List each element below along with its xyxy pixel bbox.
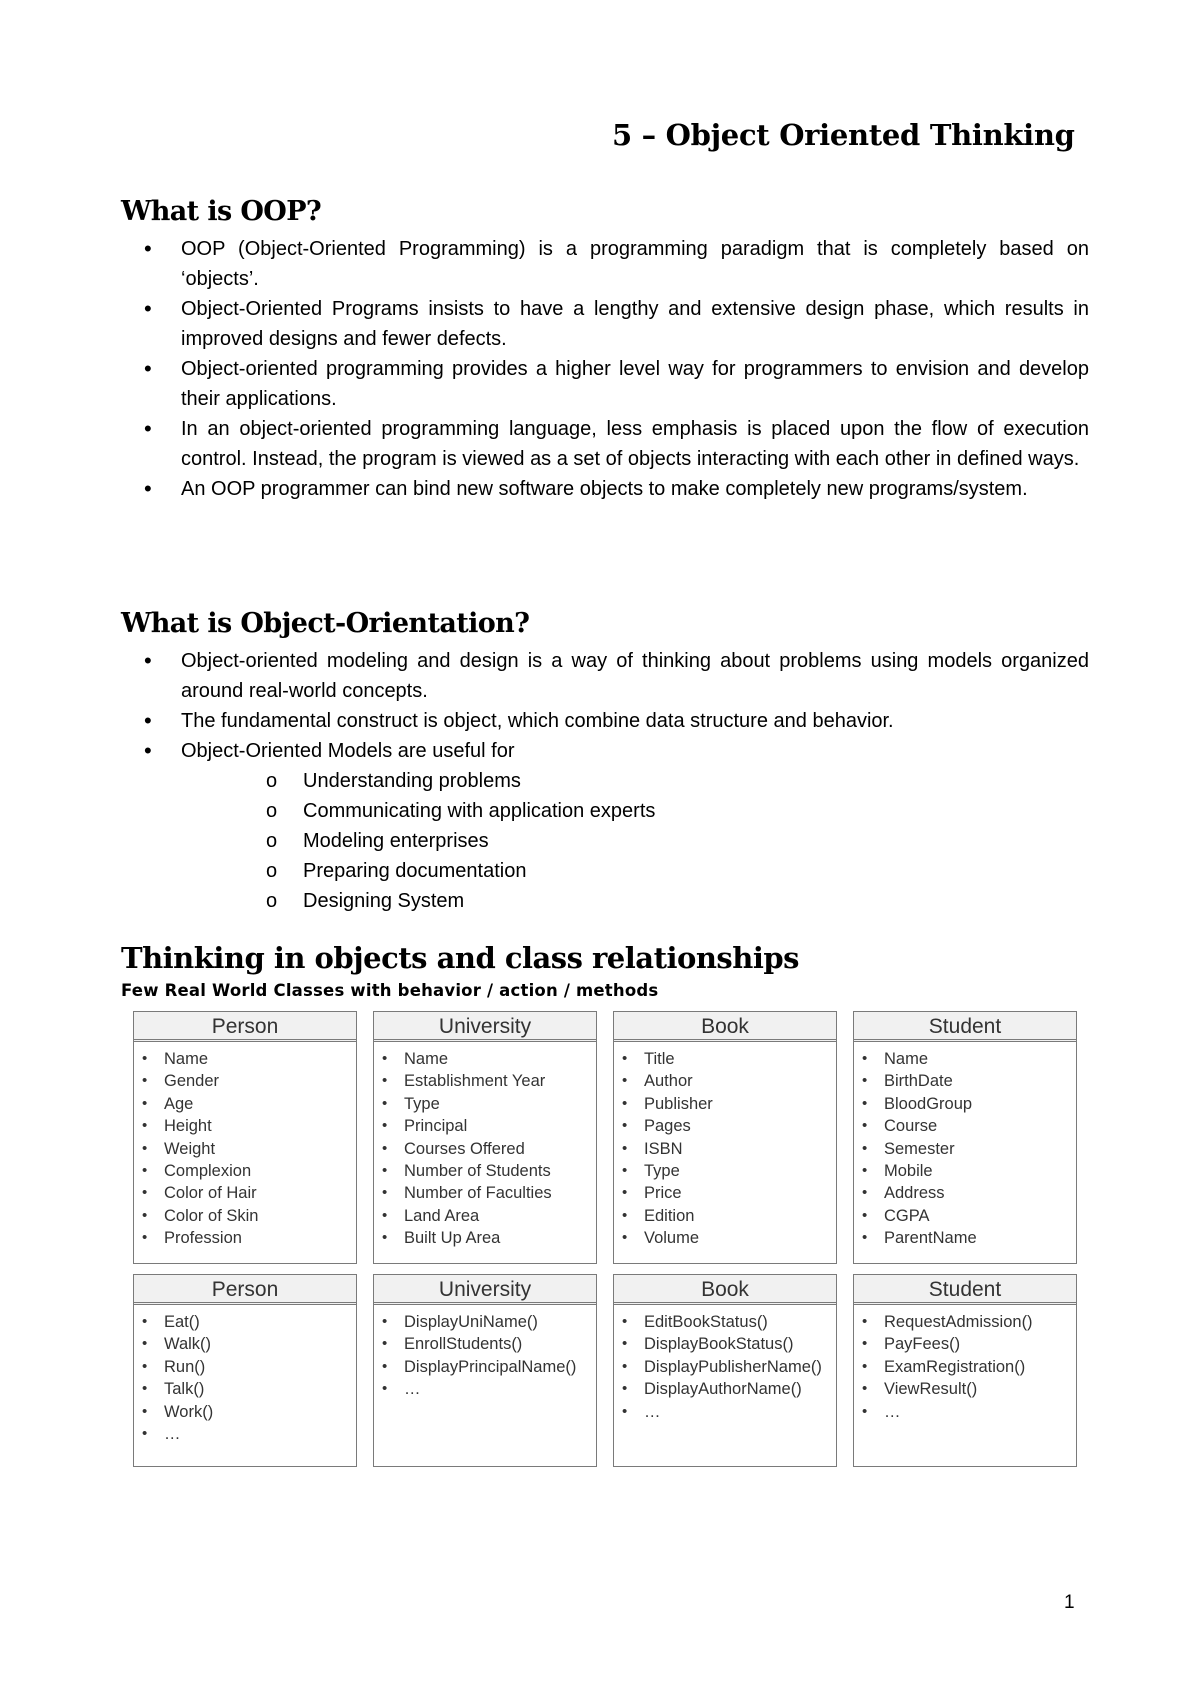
list-item: • DisplayBookStatus()	[614, 1333, 836, 1355]
list-item: • Author	[614, 1070, 836, 1092]
list-item: • BirthDate	[854, 1070, 1076, 1092]
list-item: • Land Area	[374, 1205, 596, 1227]
list-item: • The fundamental construct is object, which combine data structure and behavior.	[0, 706, 1089, 736]
list-item: • DisplayUniName()	[374, 1311, 596, 1333]
list-item: • EditBookStatus()	[614, 1311, 836, 1333]
list-item: • Establishment Year	[374, 1070, 596, 1092]
list-item: • CGPA	[854, 1205, 1076, 1227]
sub-list-item: o Modeling enterprises	[0, 826, 655, 856]
sub-list-item: o Preparing documentation	[0, 856, 655, 886]
list-item: • Course	[854, 1115, 1076, 1137]
attribute-list	[614, 1042, 836, 1250]
class-box-university-methods	[373, 1274, 597, 1467]
list-item: • Profession	[134, 1227, 356, 1249]
class-header: Person	[134, 1012, 356, 1042]
list-item: • Name	[134, 1048, 356, 1070]
list-item: • Weight	[134, 1138, 356, 1160]
list-item: • Type	[374, 1093, 596, 1115]
list-item: • Age	[134, 1093, 356, 1115]
list-item: • Name	[854, 1048, 1076, 1070]
list-item: • Number of Faculties	[374, 1182, 596, 1204]
list-item: • Volume	[614, 1227, 836, 1249]
list-item: • An OOP programmer can bind new software objects to make completely new programs/system.	[0, 474, 1089, 504]
class-header: University	[374, 1012, 596, 1042]
method-list	[134, 1305, 356, 1445]
list-item: • EnrollStudents()	[374, 1333, 596, 1355]
class-header: Book	[614, 1275, 836, 1305]
list-item: • DisplayPrincipalName()	[374, 1356, 596, 1378]
list-item: • Eat()	[134, 1311, 356, 1333]
method-list	[374, 1305, 596, 1401]
list-item: • Gender	[134, 1070, 356, 1092]
list-item: • Pages	[614, 1115, 836, 1137]
attribute-list	[134, 1042, 356, 1250]
page-title: 5 – Object Oriented Thinking	[612, 118, 1075, 152]
heading-what-is-oop: What is OOP?	[121, 196, 322, 227]
list-item: • Semester	[854, 1138, 1076, 1160]
class-box-student-methods	[853, 1274, 1077, 1467]
list-item: • …	[854, 1401, 1076, 1423]
class-box-person-attributes	[133, 1011, 357, 1264]
list-item: • Walk()	[134, 1333, 356, 1355]
class-header: Student	[854, 1012, 1076, 1042]
list-item: • Color of Skin	[134, 1205, 356, 1227]
list-item: • …	[374, 1378, 596, 1400]
list-item: • Publisher	[614, 1093, 836, 1115]
class-box-university-attributes	[373, 1011, 597, 1264]
list-item: • Price	[614, 1182, 836, 1204]
list-item: • ExamRegistration()	[854, 1356, 1076, 1378]
sub-list-item: o Understanding problems	[0, 766, 655, 796]
list-item: • BloodGroup	[854, 1093, 1076, 1115]
list-item: • Run()	[134, 1356, 356, 1378]
class-header: Person	[134, 1275, 356, 1305]
orientation-sub-list	[0, 766, 655, 916]
list-item: • PayFees()	[854, 1333, 1076, 1355]
heading-what-is-object-orientation: What is Object-Orientation?	[121, 608, 530, 639]
list-item: • …	[614, 1401, 836, 1423]
heading-thinking-in-objects: Thinking in objects and class relationships	[121, 941, 799, 975]
list-item: • Built Up Area	[374, 1227, 596, 1249]
list-item: • Type	[614, 1160, 836, 1182]
class-box-person-methods	[133, 1274, 357, 1467]
list-item: • OOP (Object-Oriented Programming) is a programming paradigm that is completely based on ‘objects’.	[0, 234, 1089, 294]
list-item: • Title	[614, 1048, 836, 1070]
list-item: • Mobile	[854, 1160, 1076, 1182]
list-item: • Talk()	[134, 1378, 356, 1400]
list-item: • ViewResult()	[854, 1378, 1076, 1400]
list-item: • RequestAdmission()	[854, 1311, 1076, 1333]
list-item: • Courses Offered	[374, 1138, 596, 1160]
list-item: • Color of Hair	[134, 1182, 356, 1204]
attribute-list	[374, 1042, 596, 1250]
list-item: • Height	[134, 1115, 356, 1137]
list-item: • Number of Students	[374, 1160, 596, 1182]
list-item: • Edition	[614, 1205, 836, 1227]
list-item: • DisplayAuthorName()	[614, 1378, 836, 1400]
class-box-book-attributes	[613, 1011, 837, 1264]
list-item: • Work()	[134, 1401, 356, 1423]
list-item: • …	[134, 1423, 356, 1445]
class-box-student-attributes	[853, 1011, 1077, 1264]
list-item: • In an object-oriented programming language, less emphasis is placed upon the flow of execution control. Instead, the program is viewed as a set of objects interacting with each other in defined ways.	[0, 414, 1089, 474]
class-box-book-methods	[613, 1274, 837, 1467]
list-item: • Address	[854, 1182, 1076, 1204]
method-list	[614, 1305, 836, 1423]
class-header: Book	[614, 1012, 836, 1042]
list-item: • Principal	[374, 1115, 596, 1137]
list-item: • Object-Oriented Programs insists to have a lengthy and extensive design phase, which results in improved designs and fewer defects.	[0, 294, 1089, 354]
list-item: • ISBN	[614, 1138, 836, 1160]
attribute-list	[854, 1042, 1076, 1250]
list-item: • Name	[374, 1048, 596, 1070]
list-item: • Object-oriented programming provides a higher level way for programmers to envision and develop their applications.	[0, 354, 1089, 414]
sub-list-item: o Designing System	[0, 886, 655, 916]
oop-bullet-list	[0, 234, 1089, 504]
page-number: 1	[1064, 1592, 1075, 1613]
list-item: • DisplayPublisherName()	[614, 1356, 836, 1378]
list-item: • Complexion	[134, 1160, 356, 1182]
class-header: Student	[854, 1275, 1076, 1305]
method-list	[854, 1305, 1076, 1423]
class-header: University	[374, 1275, 596, 1305]
sub-list-item: o Communicating with application experts	[0, 796, 655, 826]
list-item: • ParentName	[854, 1227, 1076, 1249]
orientation-bullet-list	[0, 646, 1089, 766]
list-item: • Object-oriented modeling and design is a way of thinking about problems using models organized around real-world concepts.	[0, 646, 1089, 706]
class-diagram-caption: Few Real World Classes with behavior / action / methods	[121, 981, 659, 1000]
list-item: • Object-Oriented Models are useful for	[0, 736, 1089, 766]
